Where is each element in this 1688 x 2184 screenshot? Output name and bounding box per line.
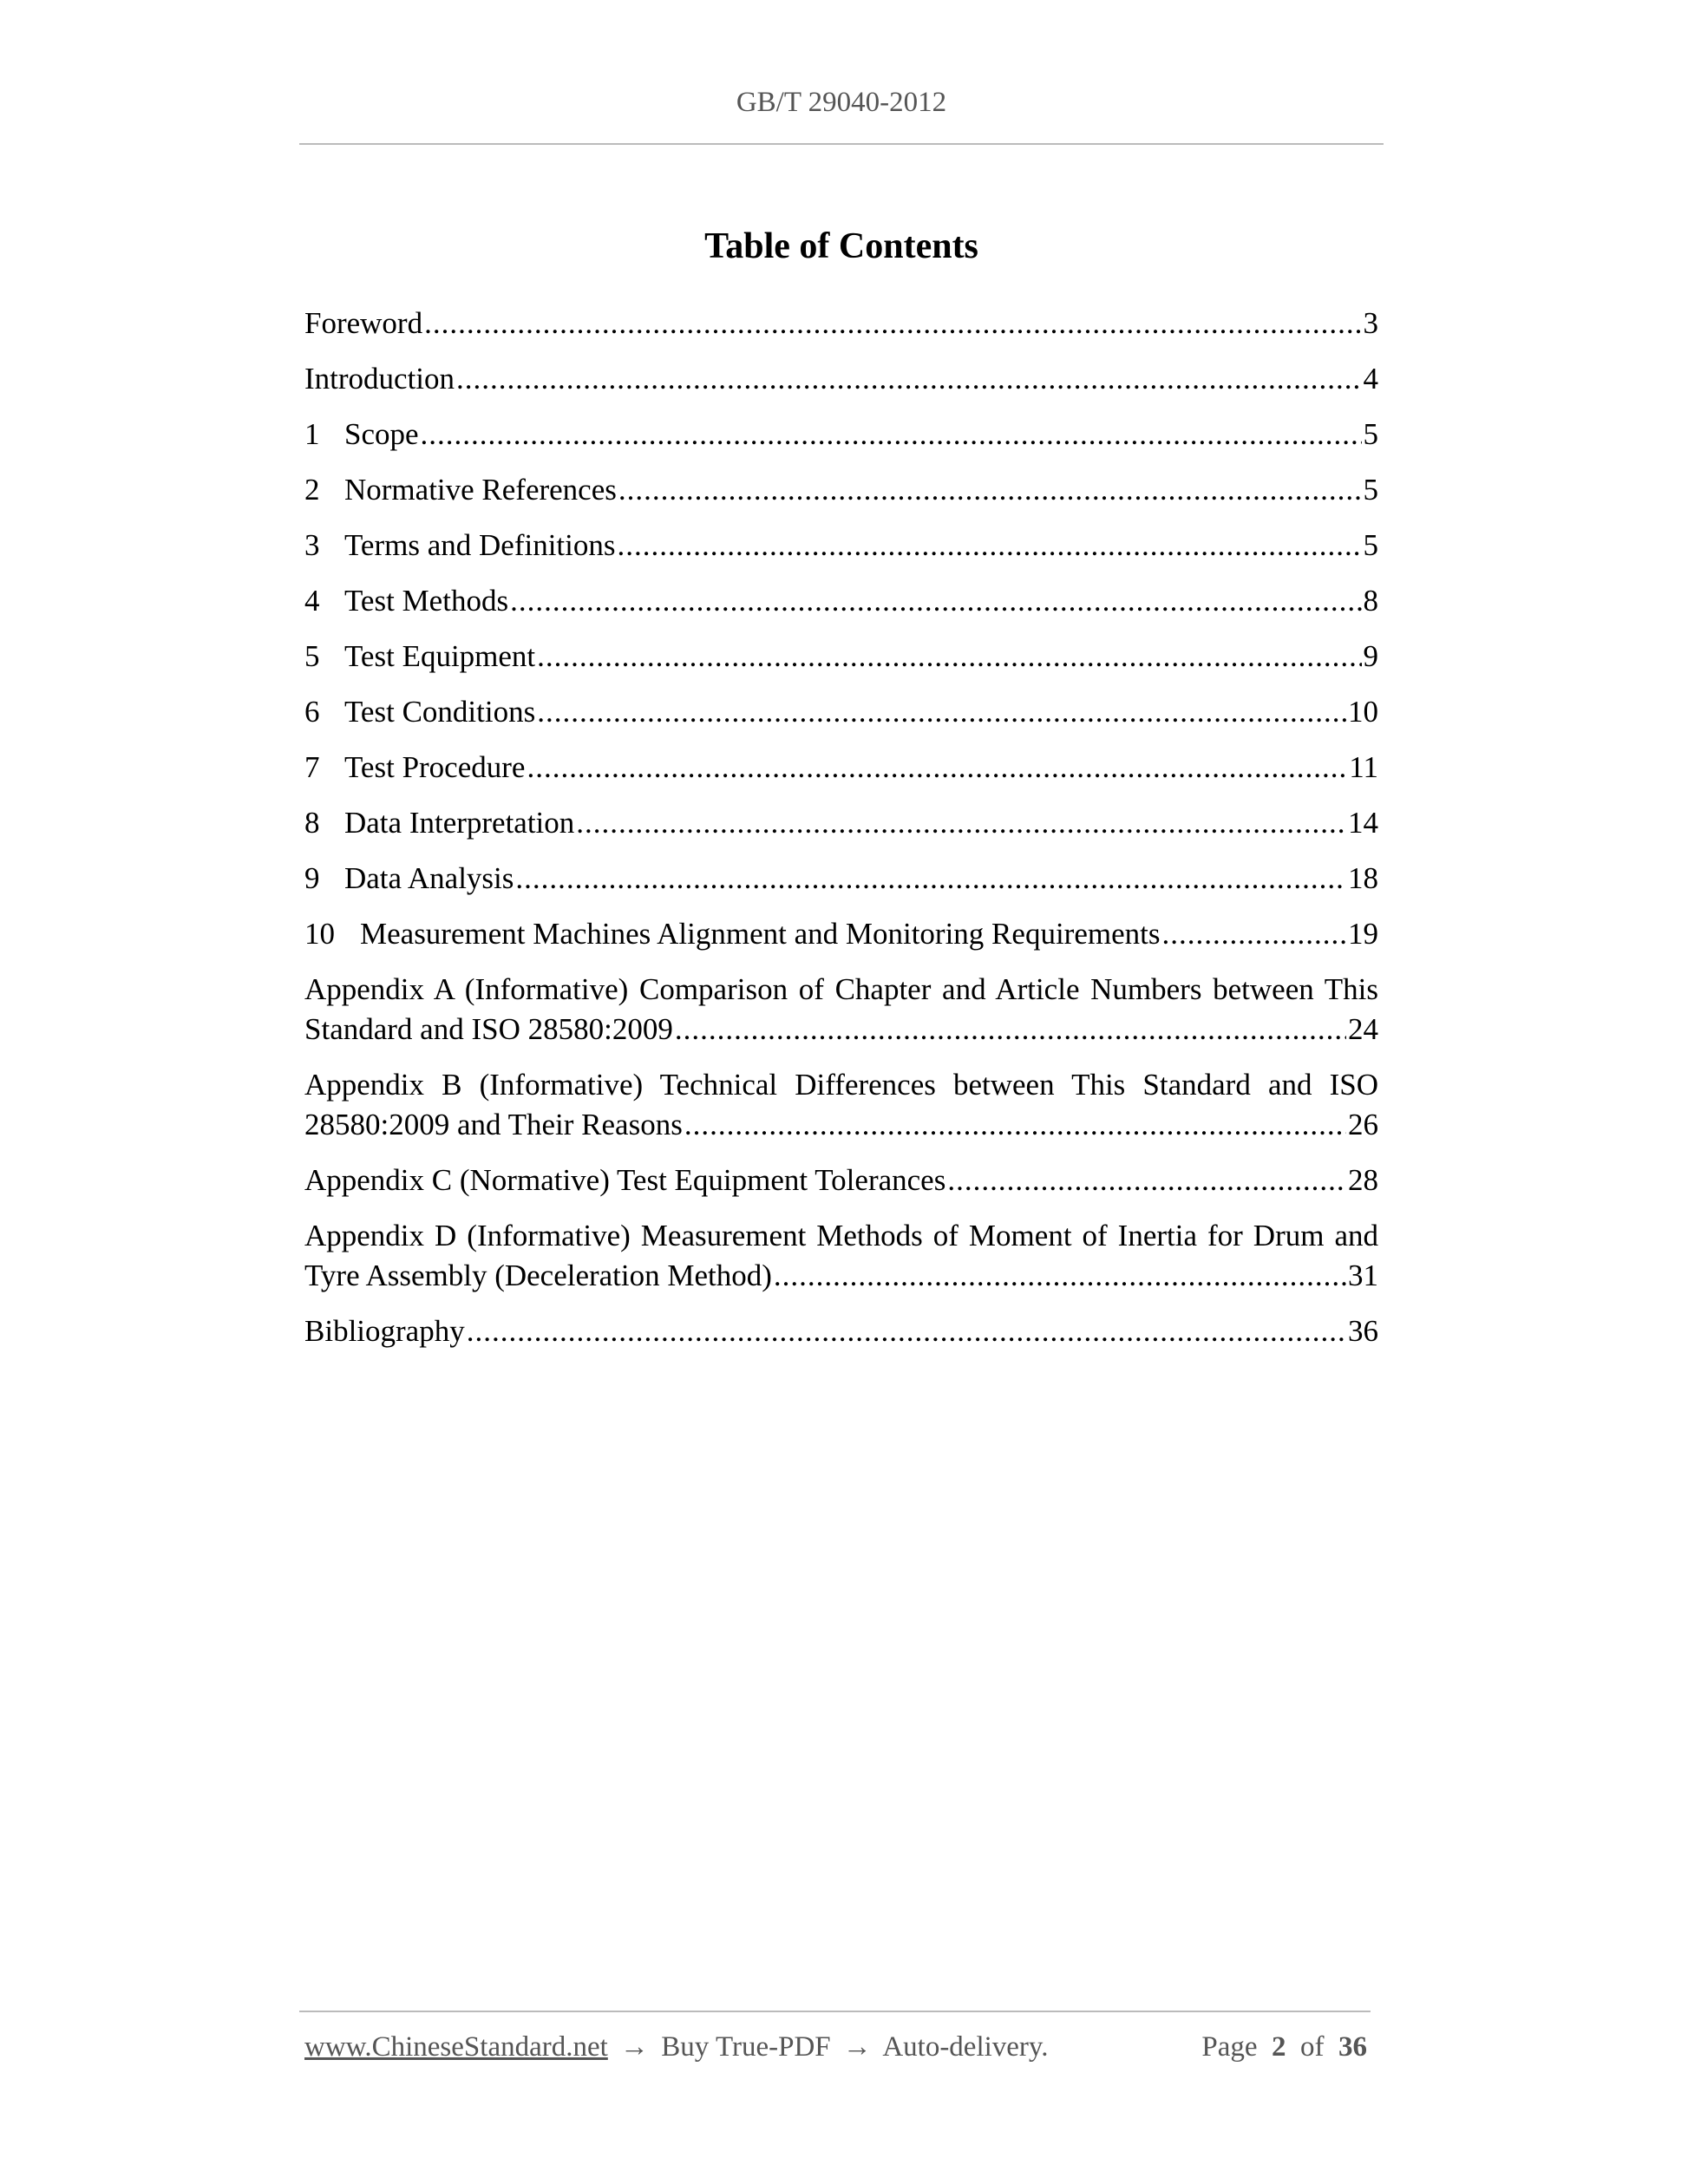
dot-leader	[1161, 914, 1346, 954]
toc-entry-text: Scope	[344, 417, 419, 451]
toc-entry-number: 9	[304, 861, 320, 895]
toc-entry-number: 6	[304, 695, 320, 729]
toc-entry-test-procedure[interactable]	[304, 748, 1378, 788]
buy-text: Buy True-PDF	[661, 2031, 831, 2063]
toc-entry-text-line1: Appendix A (Informative) Comparison of Chapter and Article Numbers between This	[304, 972, 1378, 1006]
page-current: 2	[1272, 2031, 1286, 2063]
toc-entry-page: 28	[1348, 1163, 1378, 1197]
dot-leader	[618, 526, 1362, 566]
table-of-contents	[304, 304, 1378, 1367]
dot-leader	[456, 359, 1361, 399]
dot-leader	[537, 692, 1346, 732]
arrow-right-icon: →	[620, 2031, 650, 2063]
dot-leader	[774, 1256, 1346, 1296]
toc-entry-text: Standard and ISO 28580:2009	[304, 1012, 673, 1046]
page-of: of	[1300, 2031, 1325, 2063]
dot-leader	[467, 1311, 1346, 1351]
arrow-right-icon: →	[842, 2031, 872, 2063]
toc-entry-page: 5	[1363, 417, 1378, 451]
dot-leader	[527, 748, 1347, 788]
toc-entry-test-equipment[interactable]	[304, 637, 1378, 677]
page-label: Page	[1201, 2031, 1258, 2063]
toc-entry-number: 2	[304, 473, 320, 507]
toc-entry-number: 1	[304, 417, 320, 451]
toc-entry-appendix-c[interactable]	[304, 1161, 1378, 1200]
toc-entry-page: 11	[1349, 750, 1378, 784]
toc-entry-terms-definitions[interactable]	[304, 526, 1378, 566]
toc-entry-text: Appendix C (Normative) Test Equipment Tolerances	[304, 1163, 946, 1197]
site-link[interactable]: www.ChineseStandard.net	[304, 2031, 608, 2063]
toc-entry-page: 9	[1363, 639, 1378, 673]
toc-entry-appendix-b[interactable]	[304, 1065, 1378, 1145]
toc-entry-data-interpretation[interactable]	[304, 803, 1378, 843]
toc-entry-text: Terms and Definitions	[344, 528, 616, 562]
toc-entry-number: 3	[304, 528, 320, 562]
toc-entry-page: 5	[1363, 473, 1378, 507]
toc-entry-text: Introduction	[304, 362, 455, 396]
dot-leader	[684, 1105, 1346, 1145]
toc-entry-text: Test Procedure	[344, 750, 526, 784]
dot-leader	[576, 803, 1346, 843]
toc-entry-text: Test Methods	[344, 584, 509, 618]
dot-leader	[947, 1161, 1346, 1200]
toc-entry-text: Data Interpretation	[344, 806, 575, 840]
dot-leader	[675, 1010, 1346, 1049]
dot-leader	[421, 415, 1362, 454]
toc-entry-text: Measurement Machines Alignment and Monitoring Requirements	[360, 917, 1161, 951]
toc-entry-page: 36	[1348, 1314, 1378, 1348]
toc-entry-number: 10	[304, 917, 335, 951]
toc-entry-text: Foreword	[304, 306, 423, 340]
toc-entry-introduction[interactable]	[304, 359, 1378, 399]
toc-entry-number: 8	[304, 806, 320, 840]
toc-entry-number: 4	[304, 584, 320, 618]
toc-entry-text: Test Equipment	[344, 639, 536, 673]
footer-promo	[304, 2031, 1049, 2063]
dot-leader	[515, 859, 1346, 899]
page-footer	[304, 2031, 1367, 2063]
toc-entry-text: 28580:2009 and Their Reasons	[304, 1108, 683, 1141]
toc-entry-page: 3	[1363, 306, 1378, 340]
toc-entry-text: Normative References	[344, 473, 617, 507]
toc-entry-number: 5	[304, 639, 320, 673]
toc-entry-page: 24	[1348, 1012, 1378, 1046]
toc-entry-appendix-a[interactable]	[304, 970, 1378, 1049]
toc-entry-foreword[interactable]	[304, 304, 1378, 343]
toc-entry-text: Tyre Assembly (Deceleration Method)	[304, 1259, 772, 1292]
toc-entry-page: 10	[1348, 695, 1378, 729]
page-number	[1201, 2031, 1367, 2063]
dot-leader	[537, 637, 1361, 677]
toc-entry-normative-references[interactable]	[304, 470, 1378, 510]
toc-entry-page: 5	[1363, 528, 1378, 562]
toc-entry-page: 19	[1348, 917, 1378, 951]
toc-entry-text: Test Conditions	[344, 695, 536, 729]
toc-entry-bibliography[interactable]	[304, 1311, 1378, 1351]
toc-entry-page: 18	[1348, 861, 1378, 895]
toc-entry-text-line1: Appendix D (Informative) Measurement Methods of Moment of Inertia for Drum and	[304, 1219, 1378, 1252]
toc-entry-number: 7	[304, 750, 320, 784]
dot-leader	[510, 581, 1361, 621]
toc-entry-appendix-d[interactable]	[304, 1216, 1378, 1296]
toc-entry-page: 14	[1348, 806, 1378, 840]
toc-entry-test-methods[interactable]	[304, 581, 1378, 621]
dot-leader	[424, 304, 1361, 343]
toc-entry-page: 26	[1348, 1108, 1378, 1141]
page-total: 36	[1338, 2031, 1367, 2063]
footer-divider	[299, 2011, 1371, 2012]
toc-entry-measurement-machines[interactable]	[304, 914, 1378, 954]
toc-entry-text: Bibliography	[304, 1314, 465, 1348]
toc-entry-page: 31	[1348, 1259, 1378, 1292]
toc-entry-text-line1: Appendix B (Informative) Technical Differences between This Standard and ISO	[304, 1068, 1378, 1102]
toc-entry-page: 8	[1363, 584, 1378, 618]
toc-entry-test-conditions[interactable]	[304, 692, 1378, 732]
toc-entry-data-analysis[interactable]	[304, 859, 1378, 899]
toc-entry-scope[interactable]	[304, 415, 1378, 454]
toc-title: Table of Contents	[704, 226, 978, 266]
header-divider	[299, 143, 1384, 145]
toc-entry-text: Data Analysis	[344, 861, 514, 895]
dot-leader	[618, 470, 1362, 510]
toc-entry-page: 4	[1363, 362, 1378, 396]
page-header: GB/T 29040-2012	[736, 87, 947, 118]
delivery-text: Auto-delivery.	[882, 2031, 1049, 2063]
